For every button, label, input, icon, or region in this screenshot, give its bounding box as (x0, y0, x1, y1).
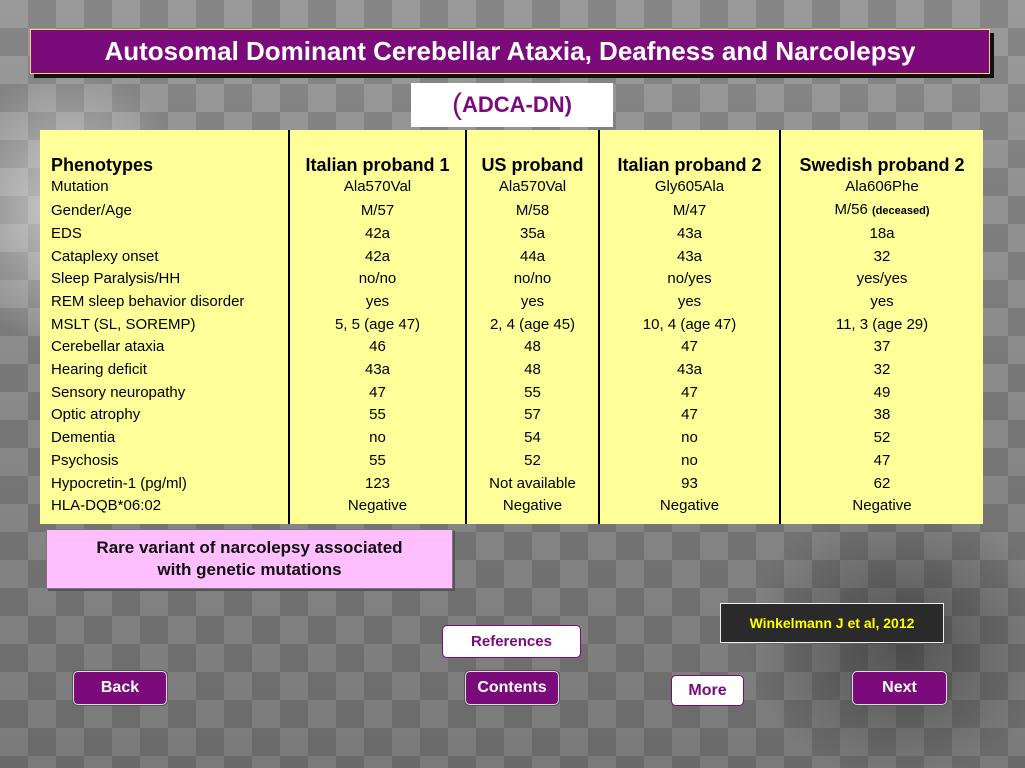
table-cell (466, 336, 599, 359)
table-cell (289, 336, 466, 359)
table-row (40, 176, 983, 199)
table-cell (289, 359, 466, 382)
slide-subtitle (411, 83, 613, 127)
cell-text: Negative (502, 496, 563, 514)
header-swedish-proband-2: Swedish proband 2 (780, 130, 983, 176)
table-cell (466, 268, 599, 291)
cell-text: 43a (676, 361, 703, 379)
table-cell (289, 176, 466, 199)
cell-text: 47 (681, 406, 698, 424)
table-cell (780, 381, 983, 404)
cell-text: Gender/Age (51, 201, 132, 219)
cell-text: 37 (873, 338, 891, 356)
cell-text: 38 (873, 406, 891, 424)
cell-text: HLA-DQB*06:02 (51, 496, 162, 514)
table-cell (466, 313, 599, 336)
header-us-proband: US proband (466, 130, 599, 176)
row-label (40, 245, 289, 268)
table-cell (466, 449, 599, 472)
table-cell (780, 495, 983, 524)
cell-text: 43a (364, 361, 391, 379)
table-cell (289, 449, 466, 472)
table-cell (599, 449, 780, 472)
cell-text: M/56 (834, 201, 868, 219)
cell-text: 52 (873, 429, 891, 447)
table-row (40, 359, 983, 382)
row-label (40, 176, 289, 199)
cell-text: 55 (369, 406, 386, 424)
table-cell (599, 313, 780, 336)
table-cell (780, 313, 983, 336)
table-cell (466, 245, 599, 268)
table-cell (466, 199, 599, 223)
cell-text: Sleep Paralysis/HH (51, 270, 181, 288)
cell-text: 62 (873, 474, 891, 492)
subtitle-paren: ( (452, 88, 462, 121)
table-row (40, 381, 983, 404)
table-cell (466, 404, 599, 427)
slide-title (30, 29, 990, 74)
cell-text: 47 (369, 383, 386, 401)
table-cell (599, 495, 780, 524)
cell-text: no/no (513, 270, 552, 288)
phenotype-table (40, 130, 983, 524)
table-row (40, 222, 983, 245)
table-row (40, 313, 983, 336)
cell-text: Ala570Val (343, 178, 412, 196)
deceased-note: (deceased) (872, 205, 930, 218)
table-cell (780, 359, 983, 382)
table-cell (466, 495, 599, 524)
cell-text: 5, 5 (age 47) (334, 315, 421, 333)
cell-text: 48 (524, 361, 541, 379)
cell-text: 32 (873, 247, 891, 265)
table-cell (466, 359, 599, 382)
cell-text: 123 (364, 474, 391, 492)
row-label (40, 427, 289, 450)
table-cell (780, 449, 983, 472)
cell-text: M/57 (360, 201, 395, 219)
table-cell (466, 291, 599, 314)
cell-text: MSLT (SL, SOREMP) (51, 315, 196, 333)
table-cell (466, 427, 599, 450)
cell-text: 11, 3 (age 29) (835, 315, 929, 333)
cell-text: 48 (524, 338, 541, 356)
row-label (40, 495, 289, 524)
table-cell (599, 336, 780, 359)
table-row (40, 472, 983, 495)
cell-text: yes/yes (856, 270, 908, 288)
row-label (40, 381, 289, 404)
table-row (40, 336, 983, 359)
cell-text: no/no (358, 270, 397, 288)
table-cell (466, 472, 599, 495)
table-row (40, 404, 983, 427)
cell-text: Hearing deficit (51, 361, 147, 379)
slide-title-text: Autosomal Dominant Cerebellar Ataxia, Deafness and Narcolepsy (104, 36, 916, 66)
table-cell (599, 427, 780, 450)
cell-text: no (681, 429, 698, 447)
cell-text: M/47 (672, 201, 707, 219)
cell-text: 42a (364, 224, 391, 242)
cell-text: Cataplexy onset (51, 247, 159, 265)
table-row (40, 449, 983, 472)
cell-text: 55 (369, 451, 386, 469)
table-body (40, 176, 983, 524)
table-cell (289, 313, 466, 336)
table-row (40, 268, 983, 291)
table-cell (780, 427, 983, 450)
header-italian-proband-1: Italian proband 1 (289, 130, 466, 176)
cell-text: Gly605Ala (654, 178, 725, 196)
table-cell (599, 381, 780, 404)
table-cell (466, 381, 599, 404)
cell-text: no (369, 429, 386, 447)
cell-text: Optic atrophy (51, 406, 141, 424)
table-cell (289, 199, 466, 223)
cell-text: EDS (51, 224, 82, 242)
table-cell (599, 291, 780, 314)
cell-text: 43a (676, 247, 703, 265)
cell-text: Mutation (51, 178, 109, 196)
table-cell (780, 245, 983, 268)
cell-text: 54 (524, 429, 541, 447)
table-cell (599, 222, 780, 245)
table-header-row (40, 130, 983, 176)
more-button[interactable]: More (671, 675, 744, 706)
cell-text: REM sleep behavior disorder (51, 292, 245, 310)
table-cell (599, 359, 780, 382)
cell-text: no/yes (667, 270, 712, 288)
table-row (40, 245, 983, 268)
row-label (40, 472, 289, 495)
cell-text: 57 (524, 406, 541, 424)
subtitle-text: ADCA-DN) (462, 92, 572, 117)
cell-text: Ala570Val (498, 178, 567, 196)
cell-text: M/58 (515, 201, 550, 219)
cell-text: 18a (869, 224, 895, 242)
cell-text: 47 (681, 383, 698, 401)
cell-text: Dementia (51, 429, 116, 447)
cell-text: Negative (347, 496, 408, 514)
cell-text: 44a (519, 247, 546, 265)
table-cell (599, 245, 780, 268)
cell-text: 55 (524, 383, 541, 401)
cell-text: Sensory neuropathy (51, 383, 186, 401)
header-phenotypes: Phenotypes (51, 155, 154, 175)
table-cell (780, 176, 983, 199)
table-cell (780, 291, 983, 314)
table-cell (599, 404, 780, 427)
cell-text: 52 (524, 451, 541, 469)
cell-text: 49 (873, 383, 891, 401)
table-row (40, 291, 983, 314)
cell-text: 47 (873, 451, 891, 469)
rare-variant-note (46, 529, 453, 589)
table-cell (289, 427, 466, 450)
table-cell (599, 176, 780, 199)
table-cell (466, 176, 599, 199)
references-button[interactable]: References (442, 625, 581, 658)
cell-text: no (681, 451, 698, 469)
table-cell (599, 199, 780, 223)
table-cell (780, 199, 983, 223)
table-cell (289, 291, 466, 314)
contents-button[interactable]: Contents (465, 671, 559, 705)
row-label (40, 268, 289, 291)
back-button[interactable]: Back (73, 671, 167, 705)
table-row (40, 199, 983, 223)
row-label (40, 359, 289, 382)
cell-text: yes (365, 292, 390, 310)
table-cell (289, 495, 466, 524)
table-cell (780, 404, 983, 427)
cell-text: Cerebellar ataxia (51, 338, 165, 356)
cell-text: 35a (519, 224, 546, 242)
cell-text: 46 (369, 338, 386, 356)
table-cell (780, 268, 983, 291)
row-label (40, 222, 289, 245)
table-cell (599, 268, 780, 291)
table-cell (780, 222, 983, 245)
table-cell (599, 472, 780, 495)
row-label (40, 404, 289, 427)
row-label (40, 199, 289, 223)
cell-text: 2, 4 (age 45) (489, 315, 576, 333)
header-italian-proband-2: Italian proband 2 (599, 130, 780, 176)
table-cell (780, 472, 983, 495)
cell-text: 10, 4 (age 47) (642, 315, 737, 333)
table-cell (289, 381, 466, 404)
citation-text: Winkelmann J et al, 2012 (749, 615, 915, 631)
cell-text: yes (520, 292, 545, 310)
cell-text: Negative (852, 496, 912, 514)
cell-text: yes (677, 292, 702, 310)
citation-box (720, 603, 944, 643)
table-cell (466, 222, 599, 245)
cell-text: Ala606Phe (845, 178, 919, 196)
row-label (40, 449, 289, 472)
cell-text: 43a (676, 224, 703, 242)
table-cell (780, 336, 983, 359)
table-cell (289, 245, 466, 268)
cell-text: Negative (659, 496, 720, 514)
note-line-1: Rare variant of narcolepsy associated (96, 538, 403, 557)
row-label (40, 313, 289, 336)
cell-text: 47 (681, 338, 698, 356)
next-button[interactable]: Next (852, 671, 947, 705)
cell-text: 93 (681, 474, 698, 492)
table-cell (289, 268, 466, 291)
table-cell (289, 222, 466, 245)
cell-text: Hypocretin-1 (pg/ml) (51, 474, 187, 492)
table-row (40, 495, 983, 524)
cell-text: 42a (364, 247, 391, 265)
note-line-2: with genetic mutations (157, 560, 342, 579)
cell-text: 32 (873, 361, 891, 379)
table-cell (289, 404, 466, 427)
row-label (40, 291, 289, 314)
cell-text: Psychosis (51, 451, 119, 469)
table-row (40, 427, 983, 450)
cell-text: Not available (489, 474, 576, 492)
table-cell (289, 472, 466, 495)
cell-text: yes (870, 292, 894, 310)
row-label (40, 336, 289, 359)
